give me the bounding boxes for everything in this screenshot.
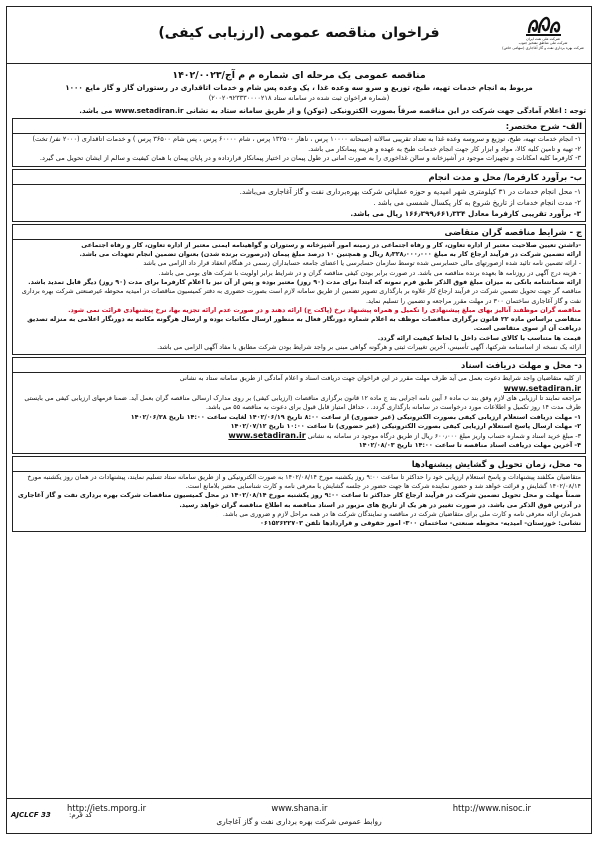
section-a-heading: الف- شرح مختصر: (13, 119, 585, 134)
section-c-p11: ارائه یک نسخه از اساسنامه شرکتها، آگهی تأسیس، آخرین تغییرات ثبتی و هرگونه گواهی مبنی بر واجد شرایط بودن شرکت مطابق با مفاد آگهی الزامی می باشد. (157, 343, 581, 352)
logo-caption-3: شرکت بهره برداری نفت و گاز آغاجاری (سهامی خاص) (502, 45, 584, 50)
section-e-heading: ه- محل، زمان تحویل و گشایش پیشنهادها (13, 457, 585, 472)
header (7, 7, 591, 64)
document-frame (6, 6, 592, 834)
section-b-heading: ب- برآورد کارفرما/ محل و مدت انجام (13, 170, 585, 185)
section-d-p2: مراجعه نمایند تا ارزیابی های لازم وفق بند ب ماده ۶ آیین نامه اجرایی بند ج ماده ۱۲ قانون برگزاری مناقصات (ارزیابی کیفی) بر روی مدارک ارسالی مناقصه گران بعمل آید. ضمنا فرمهای ارزیابی کیفی می بایستی ظرف مدت ۱۴ روز تکمیل و اطلاعات مورد درخواست در سامانه بارگذاری گردد. ، حداقل امتیاز قابل قبول برای دعوت به مناقصه ۵۵ می باشد. (24, 393, 581, 412)
section-a-item-1: ۱- انجام خدمات تهیه، طبخ، توزیع و سروسه وعده غذا به تعداد تقریبی سالانه (صبحانه ۱۰۰۰۰ پرس ، ناهار ۱۳۲۵۰۰ پرس ، شام ۶۰۰۰۰ پرس ، پس شام ۳۶۵۰۰ پرس ) و خدمات اتاقداری (۲۰۰۰ نفر/ تخت) (32, 135, 581, 143)
form-code-label: کد فرم: (69, 811, 93, 819)
setadiran-link[interactable]: www.setadiran.ir (503, 383, 581, 393)
section-b-item-3: ۳- برآورد تقریبی کارفرما معادل ۱۶۶٫۳۹۹٫۶۶۱٫۳۳۴ ریال می باشد. (350, 208, 581, 218)
section-d-p1: از کلیه متقاضیان واجد شرایط دعوت بعمل می آید ظرف مهلت مقرر در این فراخوان جهت دریافت اسناد و اعلام آمادگی از طریق سامانه ستاد به نشانی (179, 374, 581, 383)
tender-number: مناقصه عمومی یک مرحله ای شماره م م آج/۱۴۰۲/۰۰۲۳ (172, 70, 426, 81)
section-d-item-4: ۴- آخرین مهلت دریافت اسناد مناقصه تا ساعت ۱۴:۰۰ تاریخ ۱۴۰۲/۰۸/۰۳ (358, 441, 581, 450)
logo-caption-1: شرکت ملی نفت ایران (526, 37, 560, 41)
tender-subject: مربوط به انجام خدمات تهیه، طبخ، توزیع و سرو سه وعده غذا ، یک وعده پس شام و خدمات اتاقداری در رستوران گاز و گاز مایع ۱۰۰۰ (65, 83, 533, 92)
section-c-p2: ارائه تضمین شرکت در فرآیند ارجاع کار به مبلغ ۸٫۳۲۸٫۰۰۰٫۰۰۰ ریال و همچنین ۱۰ درصد مبلغ پیمان (درصورت برنده شدن) بعنوان تضمین انجام تعهدات می باشد. (79, 250, 581, 259)
section-c-p4: - هزینه درج آگهی در روزنامه ها بعهده برنده مناقصه می باشد. در صورت برابر بودن کیفی مناقصه گران و در شرایط برابر اولویت با شرکت های بومی می باشد. (158, 268, 581, 277)
setadiran-link-2[interactable]: www.setadiran.ir (228, 431, 306, 441)
section-b (12, 169, 586, 222)
section-c-heading: ج - شرایط مناقصه گران متقاضی (13, 225, 585, 240)
section-a-item-2: ۲- تهیه و تامین کلیه کالا، مواد و ابزار کار جهت انجام خدمات طبخ به عهده و هزینه پیمانکار می باشد. (308, 144, 581, 153)
section-c-p5: ارائه ضمانتنامه بانکی به میزان مبلغ فوق الذکر طبق فرم نمونه که ابتدا برای مدت (۹۰ روز) معتبر بوده و پس از آن نیز با اعلام کارفرما برای مدت (۹۰ روز) دیگر قابل تمدید باشد. (28, 277, 581, 286)
section-e-p1: متقاضیان مکلفند پیشنهادات و پاسخ استعلام ارزیابی خود را حداکثر تا ساعت ۹:۰۰ روز یکشنبه مورخ ۱۴۰۲/۰۸/۱۴ به صورت الکترونیکی و از طریق سامانه ستاد تسلیم نمایند، پیشنهادات در همان روز یکشنبه مورخ ۱۴۰۲/۰۸/۱۴ گشایش و قرائت خواهد شد و حضور نماینده شرکت ها جهت حضور در جلسه گشایش با معرفی نامه و کارت شناسایی معتبر بلامانع است. (27, 472, 581, 491)
section-e-p2: ضمناً مهلت و محل تحویل تضمین شرکت در فرآیند ارجاع کار حداکثر تا ساعت ۹:۰۰ روز یکشنبه مورخ ۱۴۰۲/۰۸/۱۴ در محل کمیسیون مناقصات شرکت بهره برداری نفت و گاز آغاجاری در آدرس فوق الذکر می باشد. در صورت تغییر در هر یک از تاریخ های مزبور در اسناد مناقصه به اطلاع مناقصه گران خواهد رسید. (17, 491, 581, 509)
company-logo (501, 11, 585, 59)
section-d-item-3-text: ۳- مبلغ خرید اسناد و شماره حساب واریز مبلغ ۶۰۰٫۰۰۰ ریال از طریق درگاه موجود در سامانه به نشانی (307, 432, 581, 441)
section-b-item-2: ۲- مدت انجام خدمات از تاریخ شروع به کار یکسال شمسی می باشد . (373, 197, 581, 207)
section-a (12, 118, 586, 167)
logo-caption-2: شرکت ملی مناطق نفتخیز جنوب (518, 41, 568, 46)
form-code: AJCLCF 33 (11, 811, 51, 819)
section-c-p9: متقاضی براساس ماده ۲۲ قانون برگزاری مناقصات موظف به اعلام شماره دورنگار فعال به منظور ارسال مکاتبات بوده و ارسال هرگونه مکاتبه به دورنگار اعلامی به منزله تصدیق دریافت آن از سوی متقاضی است. (27, 315, 581, 333)
section-c-p7: مناقصه گران موظفند آنالیز بهای مبلغ پیشنهادی را تکمیل و همراه پیشنهاد نرخ (پاکت ج) ارائه دهند و در صورت عدم ارائه تجزیه بها، نرخ پیشنهادی قرائت نمی شود. (68, 305, 581, 314)
page-title: فراخوان مناقصه عمومی (ارزیابی کیفی) (158, 25, 440, 41)
footer-link-shana[interactable]: www.shana.ir (271, 803, 328, 813)
section-e (12, 456, 586, 532)
section-c-p3: - ارائه تضمین نامه تائید شده ازصورتهای مالی حسابرسی شده توسط سازمان حسابرسی یا اعضای جامعه حسابداران رسمی در هنگام انعقاد قرار داد الزامی می باشد (143, 259, 581, 268)
footer-links (67, 803, 531, 813)
section-c-p1: -داشتن تعیین صلاحیت معتبر از اداره تعاون، کار و رفاه اجتماعی در زمینه امور آشپزخانه و رستوران و گواهینامه ایمنی معتبر از اداره تعاون، کار و رفاه اجتماعی (81, 240, 581, 249)
section-e-p3: همزمان ارائه معرفی نامه و کارت ملی برای متقاضیان شرکت در مناقصه و نمایندگان شرکت ها در همه مراحل لازم و ضروری می باشد. (222, 509, 581, 518)
footer-link-nisoc[interactable]: http://www.nisoc.ir (452, 803, 531, 813)
setad-number: (شماره فراخوان ثبت شده در سامانه ستاد ۲۰۰۲۰۹۲۳۳۳۰۰۰۰۲۱۸) (208, 94, 390, 102)
section-d (12, 357, 586, 453)
section-d-item-3 (17, 431, 581, 441)
document-body (7, 64, 591, 532)
footer-org: روابط عمومی شرکت بهره برداری نفت و گاز آغاجاری (216, 817, 382, 826)
section-c (12, 224, 586, 356)
footer (7, 798, 591, 833)
section-d-heading: د- محل و مهلت دریافت اسناد (13, 358, 585, 373)
footer-link-iets[interactable]: http://iets.mporg.ir (67, 803, 147, 813)
section-b-item-1: ۱- محل انجام خدمات در ۳۱ کیلومتری شهر امیدیه و حوزه عملیاتی شرکت بهره‌برداری نفت و گاز آغاجاری می‌باشد. (239, 186, 581, 196)
section-c-p10: قیمت ها متناسب با کالای ساخت داخل با لحاظ کیفیت ارائه گردد. (377, 333, 581, 342)
nioc-logo-icon (523, 11, 563, 37)
section-d-item-1: ۱- مهلت دریافت استعلام ارزیابی کیفی بصورت الکترونیکی (غیر حضوری) از ساعت ۸:۰۰ تاریخ ۱۴۰۲/۰۶/۱۹ لغایت ساعت ۱۴:۰۰ تاریخ ۱۴۰۲/۰۶/۲۸ (130, 412, 581, 421)
section-a-item-3: ۳- کارفرما کلیه امکانات و تجهیزات موجود در آشپزخانه و سالن غذاخوری را به صورت امانی در طول پیمان در اختیار پیمانکار قرارداده و در پایان پیمان با همان کیفیت و سالم از ایشان تحویل می گیرد. (39, 154, 581, 163)
section-c-p6: مناقصه گر جهت تحویل تضمین شرکت در فرآیند ارجاع کار علاوه بر بارگذاری تصویر تضمین از طریق سامانه لازم است بصورت حضوری به دفتر کمیسیون مناقصات در امیدیه محوطه غیرصنعتی شرکت بهره برداری نفت و گاز آغاجاری ساختمان ۳۰۰ در مهلت مقرر مراجعه و تضمین را تسلیم نماید. (21, 287, 581, 305)
notice-text: توجه : اعلام آمادگی جهت شرکت در این مناقصه صرفاً بصورت الکترونیکی (توکن) و از طریق سامانه ستاد به نشانی www.setadiran.ir می باشد. (79, 106, 586, 115)
section-e-p4: نشانی: خوزستان- امیدیه- محوطه صنعتی- ساختمان ۳۰۰- امور حقوقی و قراردادها تلفن ۰۶۱۵۲۶۲۲۷۰۳ (259, 519, 581, 528)
section-d-item-2: ۲- مهلت ارسال پاسخ استعلام ارزیابی کیفی بصورت الکترونیکی (غیر حضوری) تا ساعت ۱۰:۰۰ تاریخ ۱۴۰۲/۰۷/۱۲ (230, 421, 581, 430)
